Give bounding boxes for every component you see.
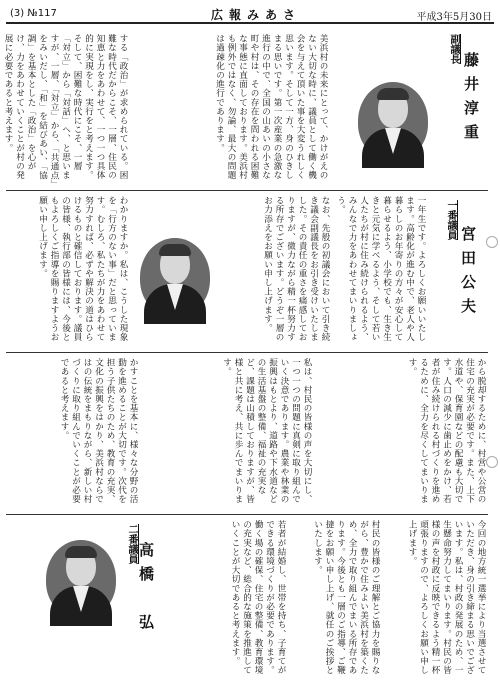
speaker-role: 一番議員 <box>445 200 456 240</box>
article-body <box>3 30 488 680</box>
text-block: する「政治」が求められている。困難な時代だからこそ、一層、住民の知恵と力をあわせて、一つ一つ具体的に実現をし、実行をと考えます。そして、困難な時代にこそ、一層「対立」から「対話」へ、と思いますが、一層、「対立」から、「共通点」をみいだし、「和」を結びあい、「協調」を基本とした「政治」を心がけ、力をあわせていくことが村の発展に必要であると考えます。 <box>3 34 128 185</box>
text-block: かすことを基本に、様々な分野の活動を進めることが大切です。次代を担う子供たちのため、教育の充実、文化の振興をはかり、美浜村ならではの伝統をまもりながら、新しい村づくりに取り組んでいくことが必要であると考えます。 <box>59 358 138 504</box>
page-number: (3) №117 <box>10 8 57 19</box>
text-block: から脱却するために、村営や公営の住宅の充実が必要です。また、上下水道や、保育園などの配慮も大切です。人口の減少に歯止めをかけ、若者が住み続けられる村づくりを進めるために、全力を尽くしてまいります。 <box>407 358 486 504</box>
text-block: なお、先般の初議会において引き続き議会副議長をお引き受けいたしました。その責任の重さを痛感しておりますが、微力ながら精一杯努力する所存でございます。どうぞ一層のお力添えをお願い申し上げます。 <box>262 196 330 342</box>
portrait-photo <box>354 76 432 160</box>
text-block: 一年生です。よろしくお願いいたします。高齢化が進む中で、老人や人暮らしのお年寄りの方々が安心して暮らせるよう、小学校でも、生き生きと元気に学べるよう、そして若い人たちが村に住み続けられるよう、みんなで力をあわせてまいりましょう。 <box>335 196 426 342</box>
issue-date: 平成3年5月30日 <box>416 12 492 23</box>
binder-hole <box>486 456 498 468</box>
text-block: 今回の地方統一選挙により当選させていただき、身の引き締まる思いでございます。私は、村政の発展のため、一生懸命努力してまいります。村民の皆様の声を村政に反映できるよう精一杯頑張りますので、よろしくお願い申し上げます。 <box>407 520 486 675</box>
text-block: 私は、村民の皆様の声を大切にし、一つ一つの問題に真剣に取り組んでいく決意であります。農業や林業の振興はもとより、道路や下水道などの生活基盤の整備、福祉の充実など、課題は山積しておりますが、皆様と共に考え、共に歩んでまいります。 <box>221 358 312 504</box>
tier-2 <box>6 192 488 353</box>
speaker-name-box <box>461 52 482 148</box>
speaker-name-box <box>458 226 479 322</box>
tier-1 <box>3 30 488 191</box>
newsletter-title: 広報みあさ <box>211 8 302 22</box>
speaker-role: 副議長 <box>448 34 459 64</box>
text-block: わかりますか。私は、こうした現象を「行方のない事」だと思っています。むしろ、私たちが力をあわせて努力すれば、必ずや解決の道はひらけるものと確信しております。議員の皆様、執行部の皆様には、今後ともよろしくご指導を賜りますようお願い申し上げます。 <box>37 196 128 342</box>
speaker-name-box <box>136 542 157 638</box>
page-header <box>6 6 494 24</box>
tier-3 <box>6 354 488 515</box>
portrait-photo <box>42 534 120 618</box>
speaker-role: 二番議員 <box>126 524 137 564</box>
text-block: 美浜村の未来にとって、かけがえのない大切な時に、議員として働く機会を与えて頂いた事を大変うれしく思います。そして一方、身のひきしまる思いです。第一次産業の急激な進行の中で、全国の山あいの小さな町や村は、その存在を問われる困難な事態に直面しております。美浜村も例外ではなく、勿論、最大の問題は過疎化の進行であります。 <box>214 34 328 180</box>
text-block: 村民の皆様のご理解とご協力を賜りながら、豊かで住みよい美浜村を築くため、全力で取り組んでまいる所存であります。今後とも一層のご指導、ご鞭撻をお願い申し上げ、就任のご挨拶といたします。 <box>312 520 380 675</box>
binder-hole <box>486 236 498 248</box>
text-block: 若者が結婚し、世帯を持ち、子育てができる環境づくりが必要であります。働く場の確保、住宅の整備、教育環境の充実など、総合的な施策を推進していくことが大切であると考えます。 <box>230 520 286 675</box>
speaker-name: 宮田公夫 <box>459 226 477 322</box>
speaker-name: 高橋 弘 <box>137 542 155 638</box>
portrait-photo <box>136 232 214 316</box>
tier-4 <box>6 516 488 680</box>
speaker-name: 藤井淳重 <box>462 52 480 148</box>
